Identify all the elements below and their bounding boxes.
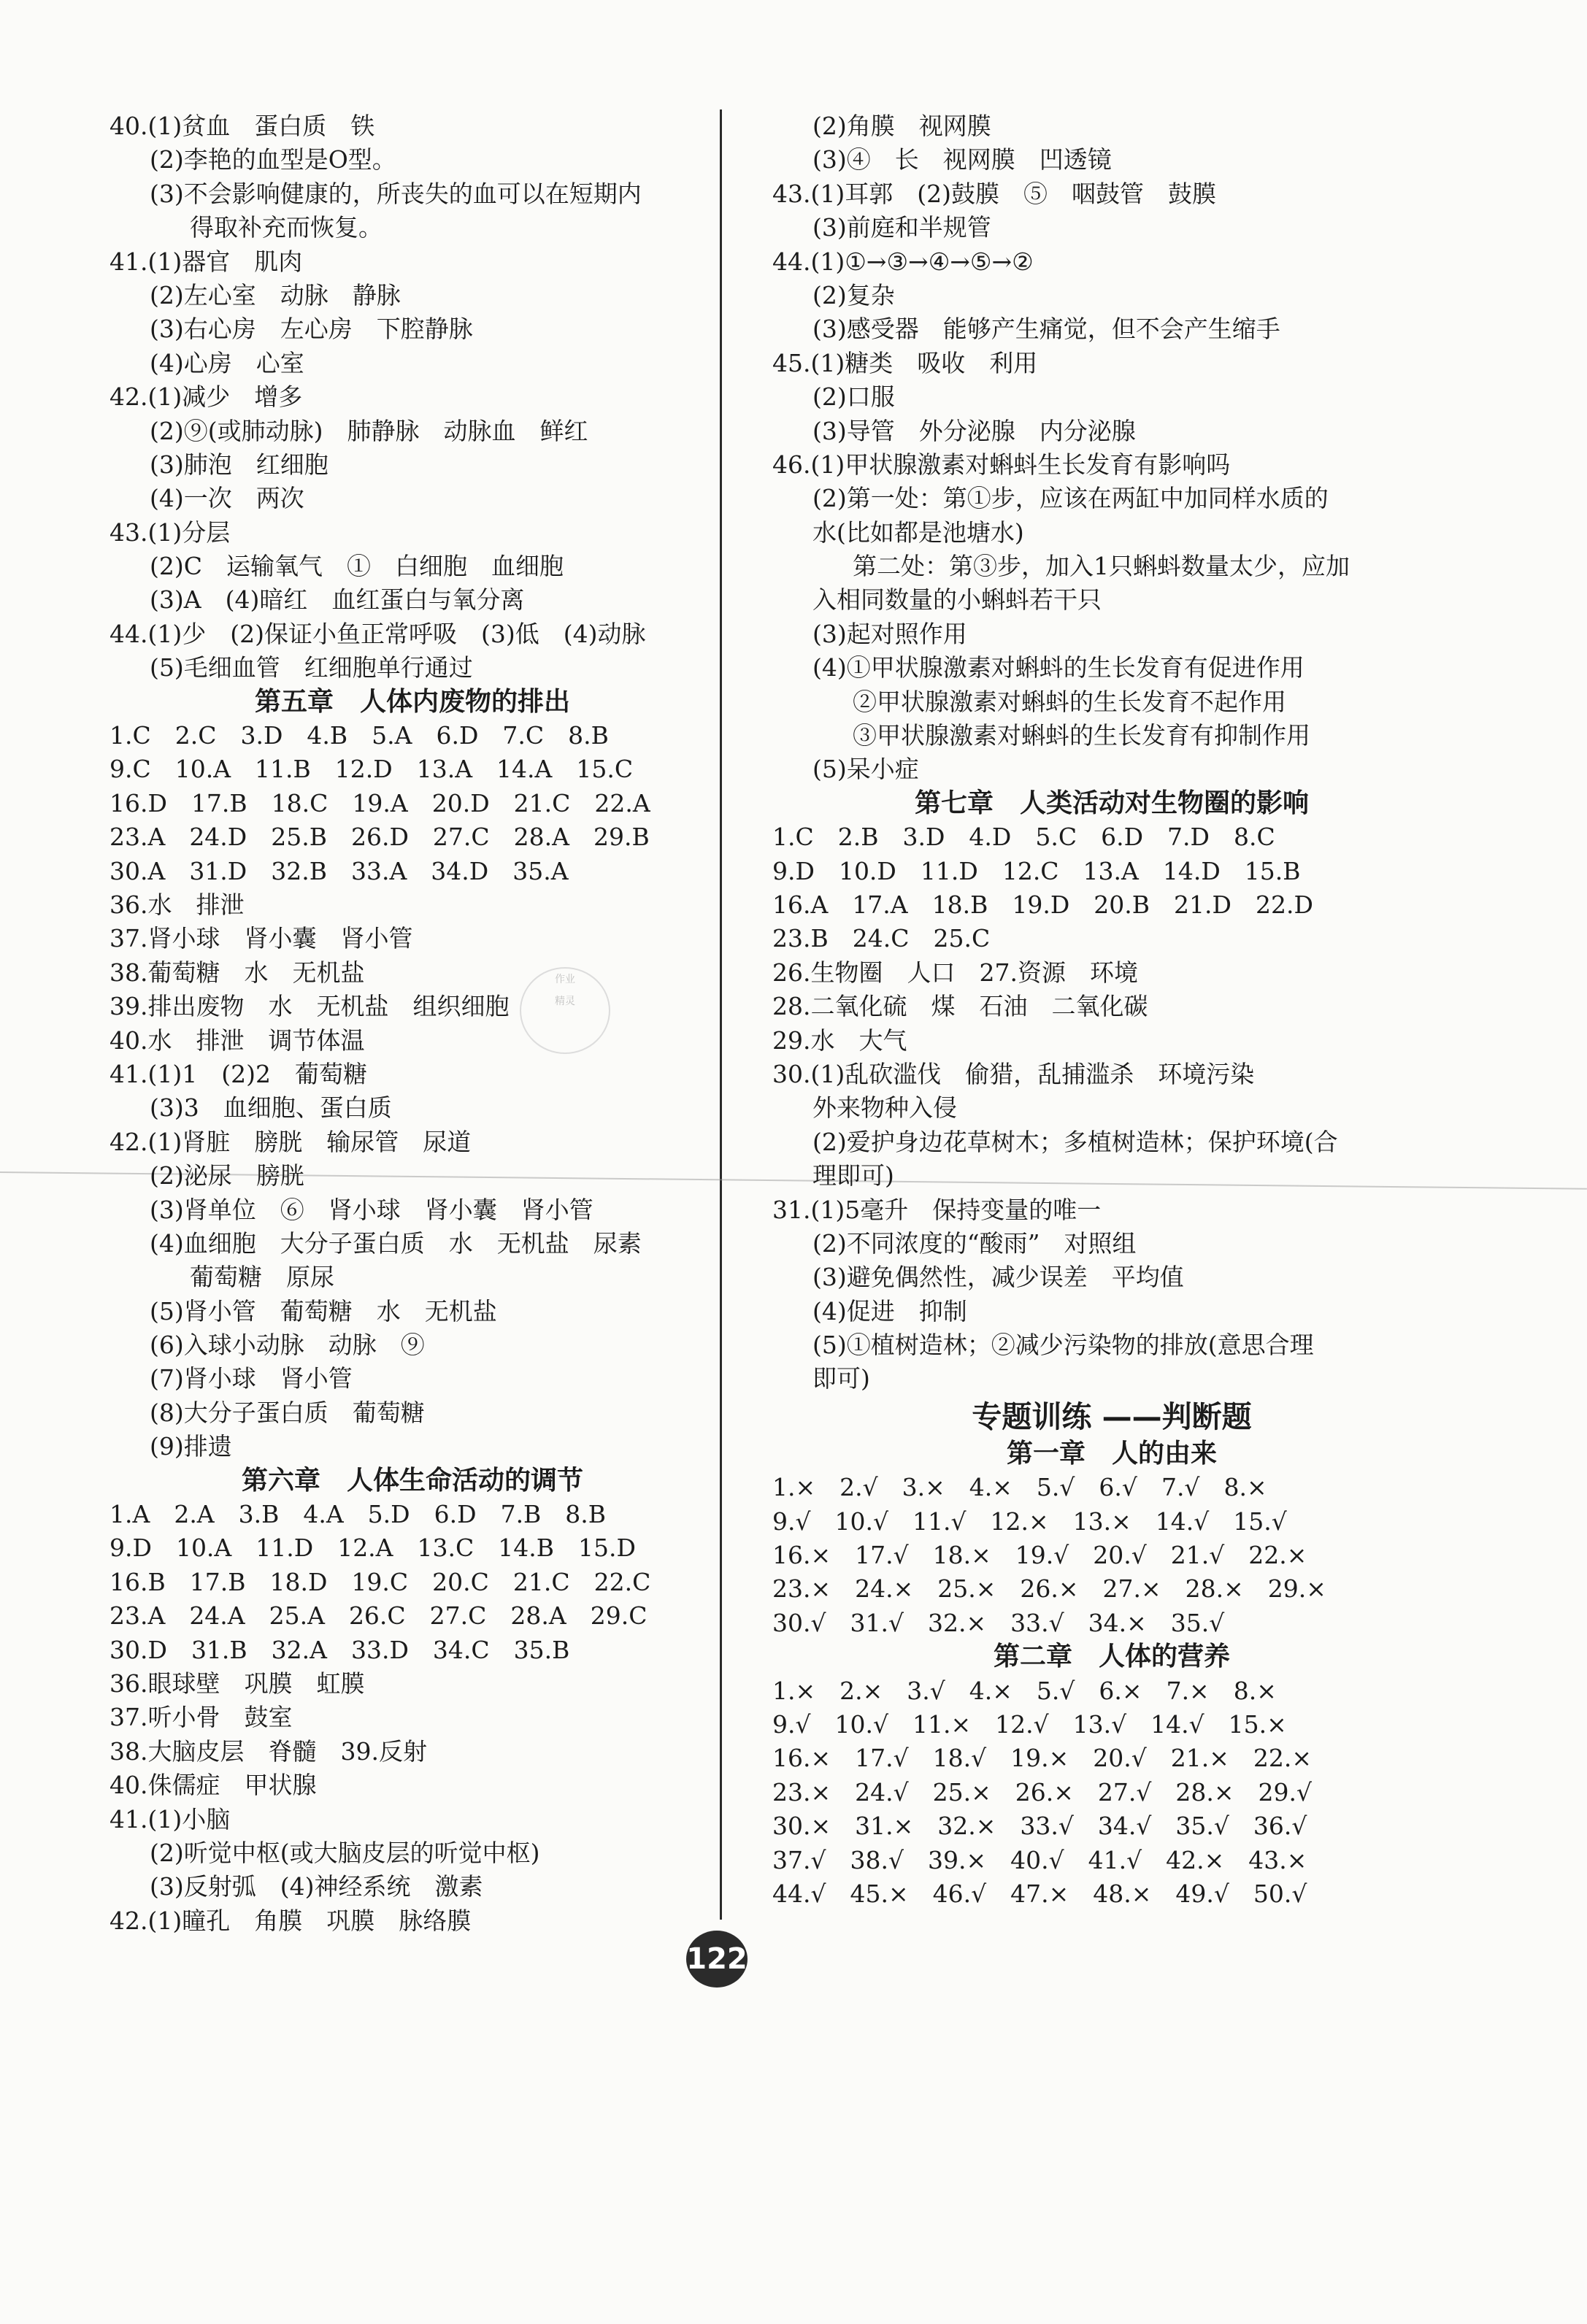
left-answer-line: 16.B 17.B 18.D 19.C 20.C 21.C 22.C	[109, 1567, 651, 1596]
left-answer-line: (3)不会影响健康的，所丧失的血可以在短期内	[150, 179, 642, 208]
left-answer-line: 40.水 排泄 调节体温	[109, 1026, 365, 1055]
right-answer-line: 44.√ 45.× 46.√ 47.× 48.× 49.√ 50.√	[772, 1879, 1307, 1908]
left-answer-line: 41.(1)小脑	[109, 1804, 231, 1834]
right-answer-line: (3)避免偶然性，减少误差 平均值	[812, 1263, 1184, 1292]
left-answer-line: 41.(1)1 (2)2 葡萄糖	[109, 1059, 367, 1088]
left-answer-line: 42.(1)减少 增多	[109, 382, 303, 412]
left-answer-line: (3)反射弧 (4)神经系统 激素	[150, 1872, 483, 1901]
right-answer-line: 9.√ 10.√ 11.× 12.√ 13.√ 14.√ 15.×	[772, 1709, 1287, 1739]
right-column	[772, 109, 1451, 1911]
right-answer-line: 1.× 2.× 3.√ 4.× 5.√ 6.× 7.× 8.×	[772, 1676, 1277, 1705]
right-answer-line: (3)前庭和半规管	[812, 213, 991, 242]
left-answer-line: (2)听觉中枢(或大脑皮层的听觉中枢)	[150, 1838, 540, 1867]
left-answer-line: (3)肺泡 红细胞	[150, 450, 328, 479]
right-answer-line: 45.(1)糖类 吸收 利用	[772, 348, 1038, 377]
stamp-line-1: 作业	[555, 974, 575, 985]
left-answer-line: 40.侏儒症 甲状腺	[109, 1771, 317, 1800]
section-heading: 第二章 人体的营养	[993, 1642, 1230, 1672]
right-answer-line: 23.B 24.C 25.C	[772, 924, 991, 953]
left-answer-line: 1.A 2.A 3.B 4.A 5.D 6.D 7.B 8.B	[109, 1500, 607, 1529]
left-answer-line: (4)心房 心室	[150, 348, 304, 377]
section-heading: 第七章 人类活动对生物圈的影响	[914, 788, 1309, 818]
right-answer-line: 43.(1)耳郭 (2)鼓膜 ⑤ 咽鼓管 鼓膜	[772, 179, 1216, 208]
right-answer-line: (2)第一处：第①步，应该在两缸中加同样水质的	[812, 484, 1329, 513]
section-heading: 专题训练 ——判断题	[972, 1398, 1252, 1434]
right-answer-line: 46.(1)甲状腺激素对蝌蚪生长发育有影响吗	[772, 450, 1231, 479]
left-answer-line: (3)3 血细胞、蛋白质	[150, 1093, 392, 1123]
right-answer-line: 16.A 17.A 18.B 19.D 20.B 21.D 22.D	[772, 890, 1313, 919]
right-answer-line: 31.(1)5毫升 保持变量的唯一	[772, 1195, 1102, 1224]
left-answer-line: 9.C 10.A 11.B 12.D 13.A 14.A 15.C	[109, 755, 634, 784]
column-divider	[720, 109, 722, 1920]
left-answer-line: 23.A 24.A 25.A 26.C 27.C 28.A 29.C	[109, 1601, 648, 1631]
left-answer-line: 9.D 10.A 11.D 12.A 13.C 14.B 15.D	[109, 1534, 636, 1563]
left-answer-line: 37.听小骨 鼓室	[109, 1703, 293, 1732]
left-answer-line: (2)左心室 动脉 静脉	[150, 280, 401, 309]
left-answer-line: 1.C 2.C 3.D 4.B 5.A 6.D 7.C 8.B	[109, 721, 609, 750]
left-answer-line: (3)右心房 左心房 下腔静脉	[150, 315, 473, 344]
right-answer-line: (2)角膜 视网膜	[812, 112, 991, 140]
right-answer-line: 理即可)	[812, 1161, 894, 1190]
left-answer-line: (5)毛细血管 红细胞单行通过	[150, 653, 473, 682]
left-answer-line: 23.A 24.D 25.B 26.D 27.C 28.A 29.B	[109, 823, 650, 852]
right-answer-line: 30.(1)乱砍滥伐 偷猎，乱捕滥杀 环境污染	[772, 1059, 1255, 1088]
watermark-stamp	[520, 967, 610, 1054]
right-answer-line: 44.(1)①→③→④→⑤→②	[772, 247, 1034, 276]
right-answer-line: (5)①植树造林；②减少污染物的排放(意思合理	[812, 1331, 1314, 1360]
right-answer-line: (4)①甲状腺激素对蝌蚪的生长发育有促进作用	[812, 653, 1304, 682]
right-answer-line: ②甲状腺激素对蝌蚪的生长发育不起作用	[853, 687, 1286, 716]
left-answer-line: (4)一次 两次	[150, 484, 304, 513]
right-answer-line: 37.√ 38.√ 39.× 40.√ 41.√ 42.× 43.×	[772, 1845, 1307, 1874]
left-answer-line: (7)肾小球 肾小管	[150, 1364, 353, 1393]
left-answer-line: (2)李艳的血型是O型。	[150, 145, 396, 174]
left-answer-line: (2)C 运输氧气 ① 白细胞 血细胞	[150, 552, 564, 581]
left-answer-line: (2)泌尿 膀胱	[150, 1161, 304, 1190]
right-answer-line: 16.× 17.√ 18.√ 19.× 20.√ 21.× 22.×	[772, 1744, 1313, 1773]
left-answer-line: 42.(1)肾脏 膀胱 输尿管 尿道	[109, 1127, 472, 1156]
right-answer-line: 1.C 2.B 3.D 4.D 5.C 6.D 7.D 8.C	[772, 823, 1275, 852]
right-answer-line: 28.二氧化硫 煤 石油 二氧化碳	[772, 992, 1148, 1021]
right-answer-line: (3)起对照作用	[812, 619, 967, 648]
left-answer-line: 30.A 31.D 32.B 33.A 34.D 35.A	[109, 856, 569, 885]
right-answer-line: 9.D 10.D 11.D 12.C 13.A 14.D 15.B	[772, 856, 1301, 885]
left-answer-line: 41.(1)器官 肌肉	[109, 247, 303, 276]
right-answer-line: 26.生物圈 人口 27.资源 环境	[772, 958, 1138, 987]
section-heading: 第一章 人的由来	[1006, 1438, 1217, 1469]
right-answer-line: 9.√ 10.√ 11.√ 12.× 13.× 14.√ 15.√	[772, 1507, 1287, 1536]
left-answer-line: 16.D 17.B 18.C 19.A 20.D 21.C 22.A	[109, 788, 650, 817]
right-answer-line: 第二处：第③步，加入1只蝌蚪数量太少，应加	[853, 552, 1350, 581]
right-answer-line: 30.√ 31.√ 32.× 33.√ 34.× 35.√	[772, 1608, 1225, 1637]
right-answer-line: (3)④ 长 视网膜 凹透镜	[812, 145, 1112, 174]
section-heading: 第六章 人体生命活动的调节	[241, 1465, 583, 1496]
left-answer-line: 38.葡萄糖 水 无机盐	[109, 958, 365, 987]
left-answer-line: (9)排遗	[150, 1432, 232, 1461]
right-answer-line: 即可)	[812, 1364, 870, 1393]
left-answer-line: (8)大分子蛋白质 葡萄糖	[150, 1398, 425, 1427]
right-answer-line: 外来物种入侵	[812, 1093, 957, 1123]
left-answer-line: 葡萄糖 原尿	[190, 1263, 334, 1292]
left-answer-line: 39.排出废物 水 无机盐 组织细胞	[109, 992, 510, 1021]
right-answer-line: (4)促进 抑制	[812, 1296, 967, 1325]
page-number: 122	[686, 1931, 748, 1988]
right-answer-line: ③甲状腺激素对蝌蚪的生长发育有抑制作用	[853, 721, 1310, 750]
left-answer-line: (4)血细胞 大分子蛋白质 水 无机盐 尿素	[150, 1228, 642, 1258]
left-answer-line: (2)⑨(或肺动脉) 肺静脉 动脉血 鲜红	[150, 416, 588, 445]
right-answer-line: (2)爱护身边花草树木；多植树造林；保护环境(合	[812, 1127, 1338, 1156]
left-answer-line: 30.D 31.B 32.A 33.D 34.C 35.B	[109, 1635, 570, 1664]
right-answer-line: 30.× 31.× 32.× 33.√ 34.√ 35.√ 36.√	[772, 1812, 1307, 1841]
right-answer-line: (3)导管 外分泌腺 内分泌腺	[812, 416, 1136, 445]
right-answer-line: (5)呆小症	[812, 755, 919, 784]
left-answer-line: (3)A (4)暗红 血红蛋白与氧分离	[150, 585, 525, 615]
left-answer-line: 得取补充而恢复。	[190, 213, 383, 242]
right-answer-line: 1.× 2.√ 3.× 4.× 5.√ 6.√ 7.√ 8.×	[772, 1473, 1267, 1502]
left-column	[109, 109, 715, 1938]
left-answer-line: 36.水 排泄	[109, 890, 245, 919]
right-answer-line: (3)感受器 能够产生痛觉，但不会产生缩手	[812, 315, 1280, 344]
left-answer-line: (3)肾单位 ⑥ 肾小球 肾小囊 肾小管	[150, 1195, 593, 1224]
right-answer-line: 23.× 24.× 25.× 26.× 27.× 28.× 29.×	[772, 1574, 1326, 1604]
right-answer-line: (2)复杂	[812, 280, 895, 309]
stamp-line-2: 精灵	[555, 996, 575, 1007]
right-answer-line: 入相同数量的小蝌蚪若干只	[812, 585, 1102, 615]
left-answer-line: 42.(1)瞳孔 角膜 巩膜 脉络膜	[109, 1906, 472, 1935]
left-answer-line: 37.肾小球 肾小囊 肾小管	[109, 924, 413, 953]
left-answer-line: (5)肾小管 葡萄糖 水 无机盐	[150, 1296, 497, 1325]
right-answer-line: 16.× 17.√ 18.× 19.√ 20.√ 21.√ 22.×	[772, 1541, 1307, 1570]
left-answer-line: 36.眼球壁 巩膜 虹膜	[109, 1669, 365, 1698]
right-answer-line: 29.水 大气	[772, 1026, 907, 1055]
right-answer-line: (2)不同浓度的“酸雨” 对照组	[812, 1228, 1137, 1258]
left-answer-line: 40.(1)贫血 蛋白质 铁	[109, 112, 375, 140]
right-answer-line: 23.× 24.√ 25.× 26.× 27.√ 28.× 29.√	[772, 1777, 1313, 1807]
left-answer-line: 43.(1)分层	[109, 517, 231, 547]
right-answer-line: 水(比如都是池塘水)	[812, 517, 1024, 547]
left-answer-line: 38.大脑皮层 脊髓 39.反射	[109, 1736, 427, 1766]
left-answer-line: 44.(1)少 (2)保证小鱼正常呼吸 (3)低 (4)动脉	[109, 619, 646, 648]
section-heading: 第五章 人体内废物的排出	[254, 686, 570, 717]
right-answer-line: (2)口服	[812, 382, 895, 412]
left-answer-line: (6)入球小动脉 动脉 ⑨	[150, 1331, 425, 1360]
